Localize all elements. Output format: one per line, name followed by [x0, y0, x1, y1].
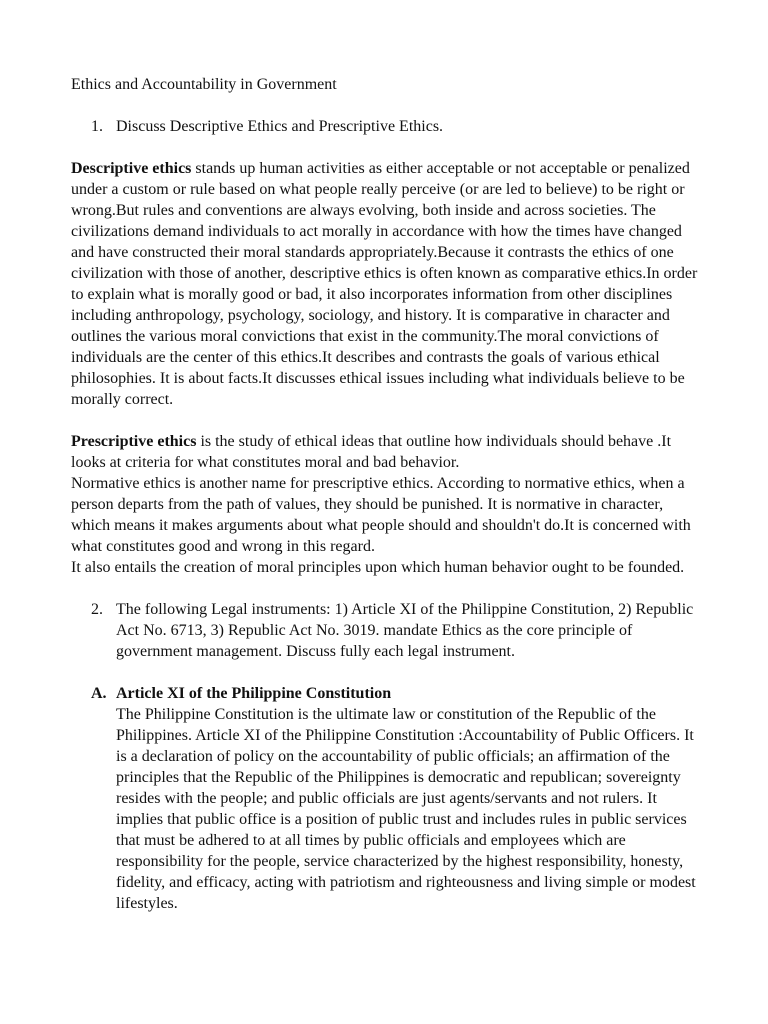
- question-1-text: Discuss Descriptive Ethics and Prescriptive Ethics.: [116, 118, 444, 135]
- question-2: [91, 599, 699, 662]
- document-page: [71, 74, 699, 914]
- descriptive-ethics-term: Descriptive ethics: [71, 160, 192, 177]
- prescriptive-ethics-line-3: It also entails the creation of moral principles upon which human behavior ought to be founded.: [71, 559, 685, 576]
- prescriptive-ethics-paragraph: [71, 431, 699, 578]
- question-1: [91, 116, 699, 137]
- section-a-content: [116, 683, 699, 914]
- section-a-body: The Philippine Constitution is the ultimate law or constitution of the Republic of the Philippines. Article XI of the Philippine Constitution :Accountability of Public Officers. It is a declaration of policy on the accountability of public officials; an affirmation of the principles that the Republic of the Philippines is democratic and republican; sovereignty resides with the people; and public officials are just agents/servants and not rulers. It implies that public office is a position of public trust and includes rules in public services that must be adhered to at all times by public officials and employees which are responsibility for the people, service characterized by the highest responsibility, honesty, fidelity, and efficacy, acting with patriotism and righteousness and living simple or modest lifestyles.: [116, 706, 696, 912]
- section-a: [91, 683, 699, 914]
- prescriptive-ethics-term: Prescriptive ethics: [71, 433, 197, 450]
- descriptive-ethics-body: stands up human activities as either acceptable or not acceptable or penalized under a custom or rule based on what people really perceive (or are led to believe) to be right or wrong.But rules and conventions are always evolving, both inside and across societies. The civilizations demand individuals to act morally in accordance with how the times have changed and have constructed their moral standards appropriately.Because it contrasts the ethics of one civilization with those of another, descriptive ethics is often known as comparative ethics.In order to explain what is morally good or bad, it also incorporates information from other disciplines including anthropology, psychology, sociology, and history. It is comparative in character and outlines the various moral convictions that exist in the community.The moral convictions of individuals are the center of this ethics.It describes and contrasts the goals of various ethical philosophies. It is about facts.It discusses ethical issues including what individuals believe to be morally correct.: [71, 160, 698, 408]
- prescriptive-ethics-body: is the study of ethical ideas that outline how individuals should behave .It looks at criteria for what constitutes moral and bad behavior.: [71, 433, 672, 471]
- question-2-text: The following Legal instruments: 1) Article XI of the Philippine Constitution, 2) Republic Act No. 6713, 3) Republic Act No. 3019. mandate Ethics as the core principle of government management. Discuss fully each legal instrument.: [116, 601, 694, 660]
- section-a-heading: Article XI of the Philippine Constitution: [116, 685, 392, 702]
- question-2-number: 2.: [91, 601, 103, 618]
- section-a-letter: A.: [91, 685, 107, 702]
- descriptive-ethics-paragraph: [71, 158, 699, 410]
- question-1-number: 1.: [91, 118, 103, 135]
- prescriptive-ethics-line-1: [71, 431, 699, 473]
- document-title: Ethics and Accountability in Government: [71, 76, 337, 93]
- prescriptive-ethics-line-2: Normative ethics is another name for prescriptive ethics. According to normative ethics, when a person departs from the path of values, they should be punished. It is normative in character, which means it makes arguments about what people should and shouldn't do.It is concerned with what constitutes good and wrong in this regard.: [71, 475, 691, 555]
